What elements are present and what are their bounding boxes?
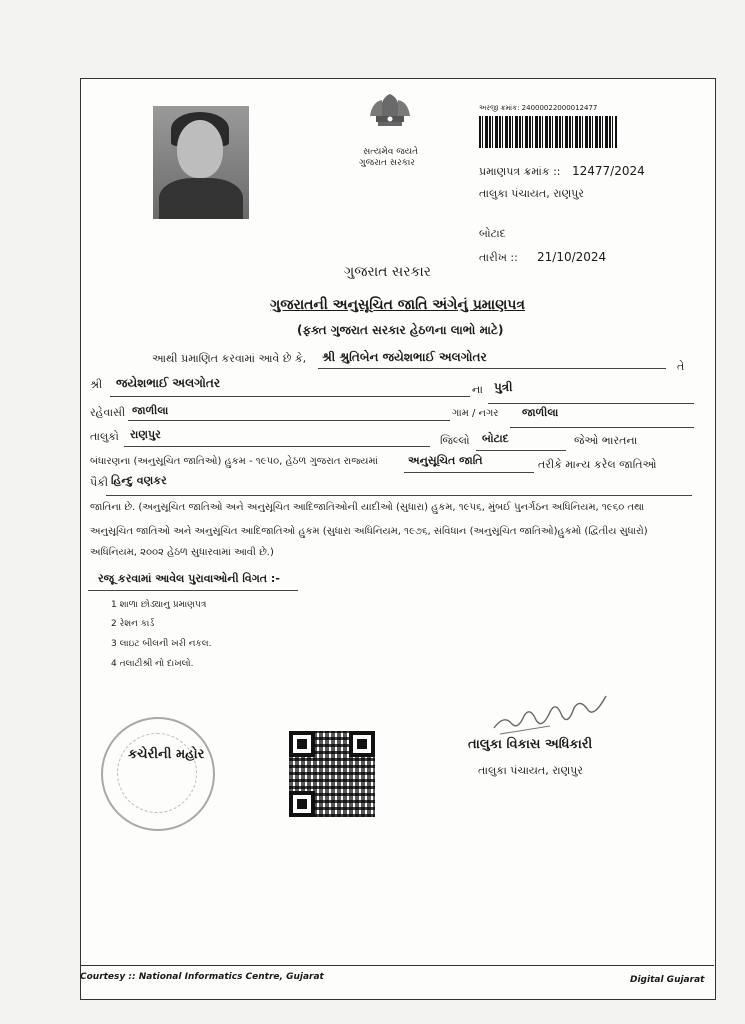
village-value: જાળીલા [522, 406, 559, 419]
qr-code [289, 731, 375, 817]
issue-date: 21/10/2024 [537, 250, 607, 264]
paragraph-line-2: અનુસૂચિત જાતિઓ અને અનુસૂચિત આદિજાતિઓ હુકમ (સુધારા અધિનિયમ, ૧૯૭૬, સંવિધાન (અનુસૂચિત જાતિઓ)હુકમો (દ્વિતીય સુધારો) [90, 526, 648, 537]
district-label: જિલ્લો [440, 434, 470, 447]
caste-value: હિન્દુ વણકર [111, 474, 167, 487]
certificate-title: ગુજરાતની અનુસૂચિત જાતિ અંગેનું પ્રમાણપત્ર [270, 297, 526, 313]
application-number: અરજી ક્રમાંક: 24000022000012477 [479, 104, 598, 112]
resident-label: રહેવાસી [90, 406, 126, 419]
paragraph-line-1: જાતિના છે. (અનુસૂચિત જાતિઓ અને અનુસૂચિત આદિજાતિઓની યાદીઓ (સુધારા) હુકમ, ૧૯૫૬, મુંબઈ પુનર્ગઠન અધિનિયમ, ૧૯૬૦ તથા [90, 502, 645, 513]
document-item: 1 શાળા છોડ્યાનુ પ્રમાણપત્ર [111, 600, 207, 610]
district-value: બોટાદ [482, 432, 509, 445]
person-name: શ્રી શ્રુતિબેન જયેશભાઈ અલગોતર [322, 350, 487, 364]
document-item: 3 લાઇટ બીલની ખરી નકલ. [111, 639, 212, 649]
certificate-number-label: પ્રમાણપત્ર ક્રમાંક :: [479, 165, 561, 178]
certify-text: આથી પ્રમાણિત કરવામાં આવે છે કે, [152, 352, 307, 365]
constitution-text: બંધારણના (અનુસૂચિત જાતિઓ) હુકમ - ૧૯૫૦, હેઠળ ગુજરાત રાજ્યમાં [90, 456, 378, 467]
signature [490, 690, 610, 738]
signatory-title: તાલુકા વિકાસ અધિકારી [468, 737, 593, 752]
office-seal [101, 717, 215, 831]
jeo-bharat-text: જેઓ ભારતના [574, 434, 638, 447]
footer-courtesy: Courtesy :: National Informatics Centre, Gujarat [80, 972, 324, 982]
header-district: બોટાદ [479, 227, 506, 240]
paragraph-line-3: અધિનિયમ, ૨૦૦૨ હેઠળ સુધારવામાં આવી છે.) [90, 547, 274, 558]
recognised-text: તરીકે માન્ય કરેલ જાતિઓ [538, 458, 657, 471]
taluka-label: તાલુકો [90, 430, 119, 443]
documents-heading: રજૂ કરવામાં આવેલ પુરાવાઓની વિગત :- [98, 572, 280, 585]
applicant-photo [153, 106, 249, 219]
caste-category: અનુસૂચિત જાતિ [408, 454, 483, 467]
signatory-office: તાલુકા પંચાયત, રાણપુર [478, 764, 583, 777]
te-text: તે [677, 360, 685, 373]
document-item: 2 રેશન કાર્ડ [111, 619, 155, 629]
village-label: ગામ / નગર [452, 408, 499, 419]
footer-brand: Digital Gujarat [630, 975, 705, 985]
peti-label: પૈકી [90, 476, 109, 489]
na-text: ના [472, 383, 483, 396]
emblem-sub: ગુજરાત સરકાર [359, 158, 415, 168]
taluka-value: રાણપુર [130, 428, 161, 441]
document-item: 4 તલાટીશ્રી નો દાખલો. [111, 659, 194, 669]
seal-label: કચેરીની મહોર [128, 747, 205, 762]
emblem-motto: સત્યમેવ જયતે [363, 147, 419, 157]
resident-value: જાળીલા [132, 404, 169, 417]
date-label: તારીખ :: [479, 251, 518, 264]
issuing-office: તાલુકા પંચાયત, રાણપુર [479, 187, 584, 200]
relation: પુત્રી [494, 380, 513, 394]
barcode [479, 116, 617, 148]
shri-text: શ્રી [90, 378, 103, 391]
father-name: જયેશભાઈ અલગોતર [116, 376, 221, 390]
certificate-subtitle: (ફક્ત ગુજરાત સરકાર હેઠળના લાભો માટે) [297, 323, 504, 337]
govt-title: ગુજરાત સરકાર [344, 264, 431, 280]
national-emblem-icon [358, 86, 422, 144]
certificate-number: 12477/2024 [572, 164, 645, 178]
